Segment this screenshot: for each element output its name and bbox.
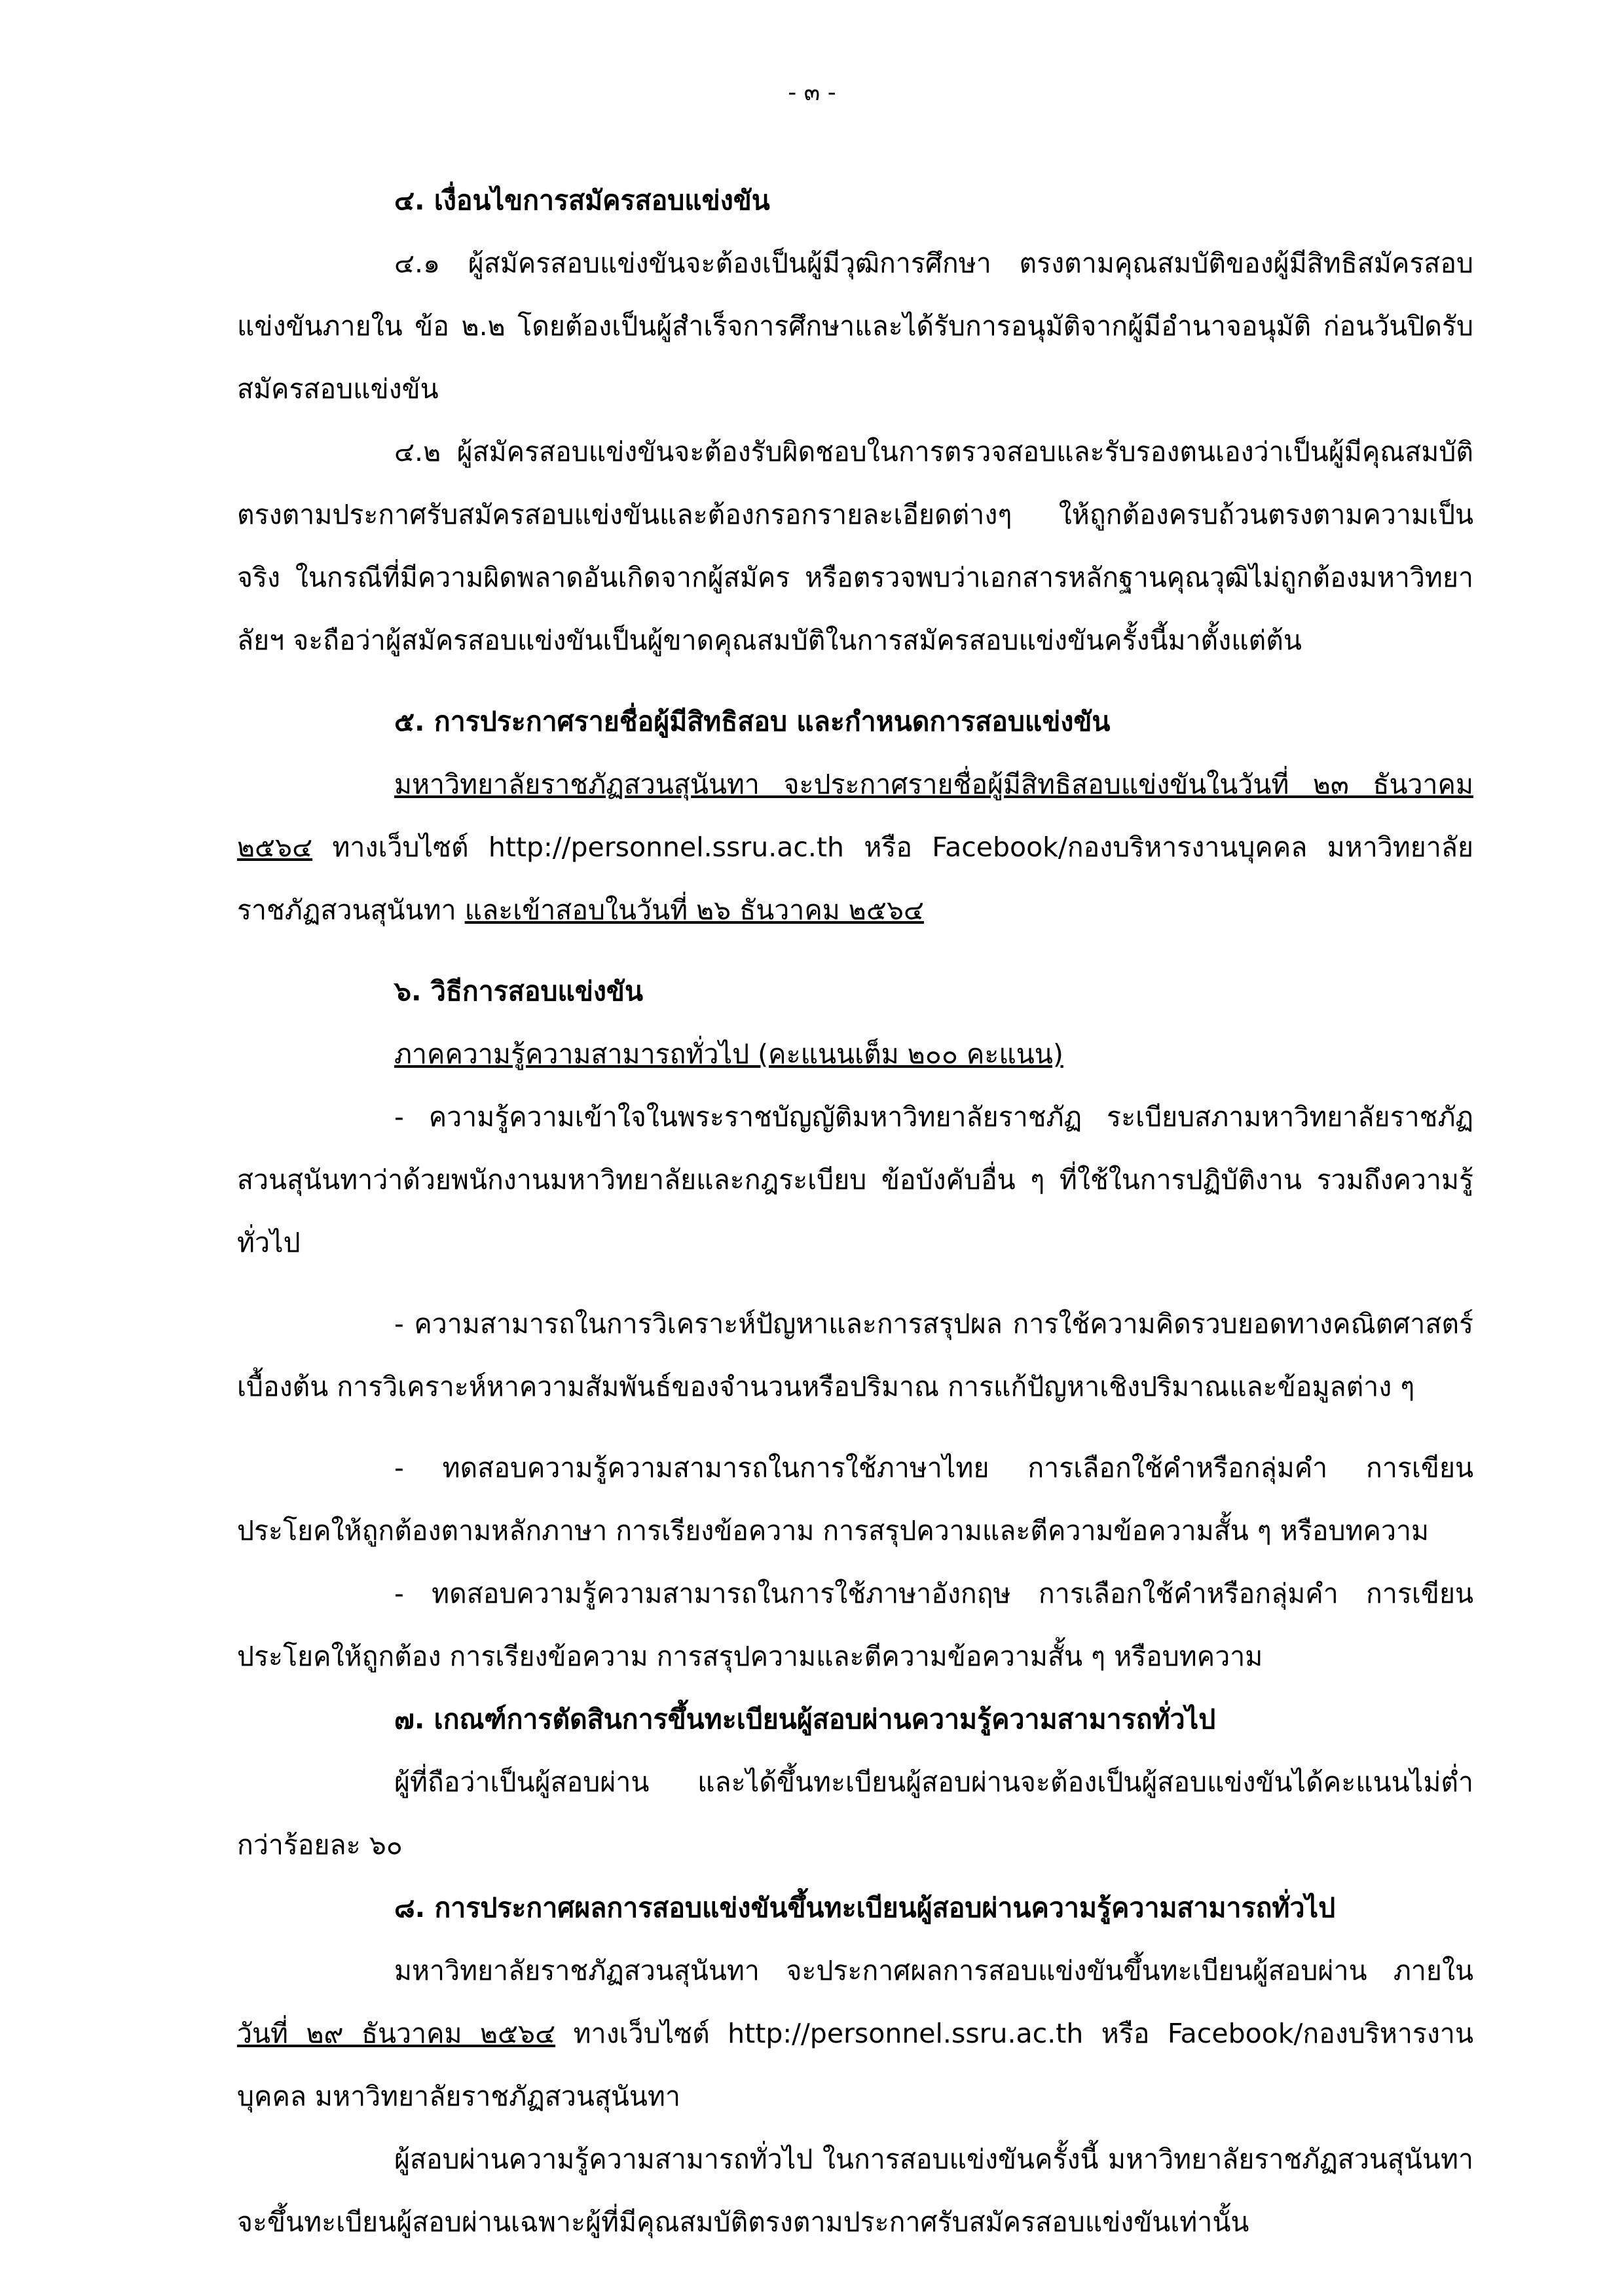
page-number: - ๓ -: [788, 79, 836, 106]
section-7: [237, 1688, 1473, 1876]
section-4-paragraph-2: ๔.๒ ผู้สมัครสอบแข่งขันจะต้องรับผิดชอบในการตรวจสอบและรับรองตนเองว่าเป็นผู้มีคุณสมบัติตรงตามประกาศรับสมัครสอบแข่งขันและต้องกรอกรายละเอียดต่างๆ ให้ถูกต้องครบถ้วนตรงตามความเป็นจริง ในกรณีที่มีความผิดพลาดอันเกิดจากผู้สมัคร หรือตรวจพบว่าเอกสารหลักฐานคุณวุฒิไม่ถูกต้องมหาวิทยาลัยฯ จะถือว่าผู้สมัครสอบแข่งขันเป็นผู้ขาดคุณสมบัติในการสมัครสอบแข่งขันครั้งนี้มาตั้งแต่ต้น: [237, 436, 1473, 656]
section-5-paragraph: [237, 753, 1473, 941]
document-body: [237, 169, 1473, 2253]
result-channel-text: ทางเว็บไซต์ http://personnel.ssru.ac.th หรือ Facebook/กองบริหารงานบุคคล มหาวิทยาลัยราชภัฏสวนสุนันทา: [237, 2018, 1473, 2112]
section-8-paragraph-2: ผู้สอบผ่านความรู้ความสามารถทั่วไป ในการสอบแข่งขันครั้งนี้ มหาวิทยาลัยราชภัฏสวนสุนันทาจะขึ้นทะเบียนผู้สอบผ่านเฉพาะผู้ที่มีคุณสมบัติตรงตามประกาศรับสมัครสอบแข่งขันเท่านั้น: [237, 2143, 1473, 2238]
section-6-item-4: - ทดสอบความรู้ความสามารถในการใช้ภาษาอังกฤษ การเลือกใช้คำหรือกลุ่มคำ การเขียนประโยคให้ถูกต้อง การเรียงข้อความ การสรุปความและตีความข้อความสั้น ๆ หรือบทความ: [237, 1578, 1473, 1672]
section-6-item-3: - ทดสอบความรู้ความสามารถในการใช้ภาษาไทย การเลือกใช้คำหรือกลุ่มคำ การเขียนประโยคให้ถูกต้องตามหลักภาษา การเรียงข้อความ การสรุปความและตีความข้อความสั้น ๆ หรือบทความ: [237, 1452, 1473, 1546]
exam-date-text: และเข้าสอบในวันที่ ๒๖ ธันวาคม ๒๕๖๔: [464, 894, 924, 926]
section-8: [237, 1876, 1473, 2253]
section-5-heading: ๕. การประกาศรายชื่อผู้มีสิทธิสอบ และกำหนดการสอบแข่งขัน: [394, 706, 1111, 737]
section-7-paragraph: ผู้ที่ถือว่าเป็นผู้สอบผ่าน และได้ขึ้นทะเบียนผู้สอบผ่านจะต้องเป็นผู้สอบแข่งขันได้คะแนนไม่ต่ำกว่าร้อยละ ๖๐: [237, 1766, 1473, 1861]
section-8-paragraph-1: [237, 1939, 1473, 2128]
announcement-date-text: มหาวิทยาลัยราชภัฏสวนสุนันทา จะประกาศรายชื่อผู้มีสิทธิสอบแข่งขันในวันที่ ๒๓ ธันวาคม ๒๕๖๔: [237, 769, 1473, 863]
section-8-heading: ๘. การประกาศผลการสอบแข่งขันขึ้นทะเบียนผู้สอบผ่านความรู้ความสามารถทั่วไป: [394, 1892, 1336, 1923]
section-4: [237, 169, 1473, 672]
section-6-heading: ๖. วิธีการสอบแข่งขัน: [394, 975, 643, 1007]
section-6-subheading: ภาคความรู้ความสามารถทั่วไป (คะแนนเต็ม ๒๐๐ คะแนน): [394, 1038, 1063, 1070]
section-6: [237, 960, 1473, 1688]
announcement-channel-text: ทางเว็บไซต์ http://personnel.ssru.ac.th หรือ Facebook/กองบริหารงานบุคคล มหาวิทยาลัยราชภัฏสวนสุนันทา: [237, 831, 1473, 926]
section-5: [237, 690, 1473, 941]
section-6-item-2: - ความสามารถในการวิเคราะห์ปัญหาและการสรุปผล การใช้ความคิดรวบยอดทางคณิตศาสตร์เบื้องต้น การวิเคราะห์หาความสัมพันธ์ของจำนวนหรือปริมาณ การแก้ปัญหาเชิงปริมาณและข้อมูลต่าง ๆ: [237, 1308, 1473, 1402]
section-6-item-1: - ความรู้ความเข้าใจในพระราชบัญญัติมหาวิทยาลัยราชภัฏ ระเบียบสภามหาวิทยาลัยราชภัฏสวนสุนันทาว่าด้วยพนักงานมหาวิทยาลัยและกฎระเบียบ ข้อบังคับอื่น ๆ ที่ใช้ในการปฏิบัติงาน รวมถึงความรู้ทั่วไป: [237, 1101, 1473, 1258]
result-announcement-text: มหาวิทยาลัยราชภัฏสวนสุนันทา จะประกาศผลการสอบแข่งขันขึ้นทะเบียนผู้สอบผ่าน ภายใน: [394, 1955, 1473, 1986]
section-7-heading: ๗. เกณฑ์การตัดสินการขึ้นทะเบียนผู้สอบผ่านความรู้ความสามารถทั่วไป: [394, 1704, 1216, 1735]
section-4-paragraph-1: ๔.๑ ผู้สมัครสอบแข่งขันจะต้องเป็นผู้มีวุฒิการศึกษา ตรงตามคุณสมบัติของผู้มีสิทธิสมัครสอบแข่งขันภายใน ข้อ ๒.๒ โดยต้องเป็นผู้สำเร็จการศึกษาและได้รับการอนุมัติจากผู้มีอำนาจอนุมัติ ก่อนวันปิดรับสมัครสอบแข่งขัน: [237, 247, 1473, 405]
section-4-heading: ๔. เงื่อนไขการสมัครสอบแข่งขัน: [394, 185, 770, 216]
result-date-text: วันที่ ๒๙ ธันวาคม ๒๕๖๔: [237, 2018, 556, 2049]
